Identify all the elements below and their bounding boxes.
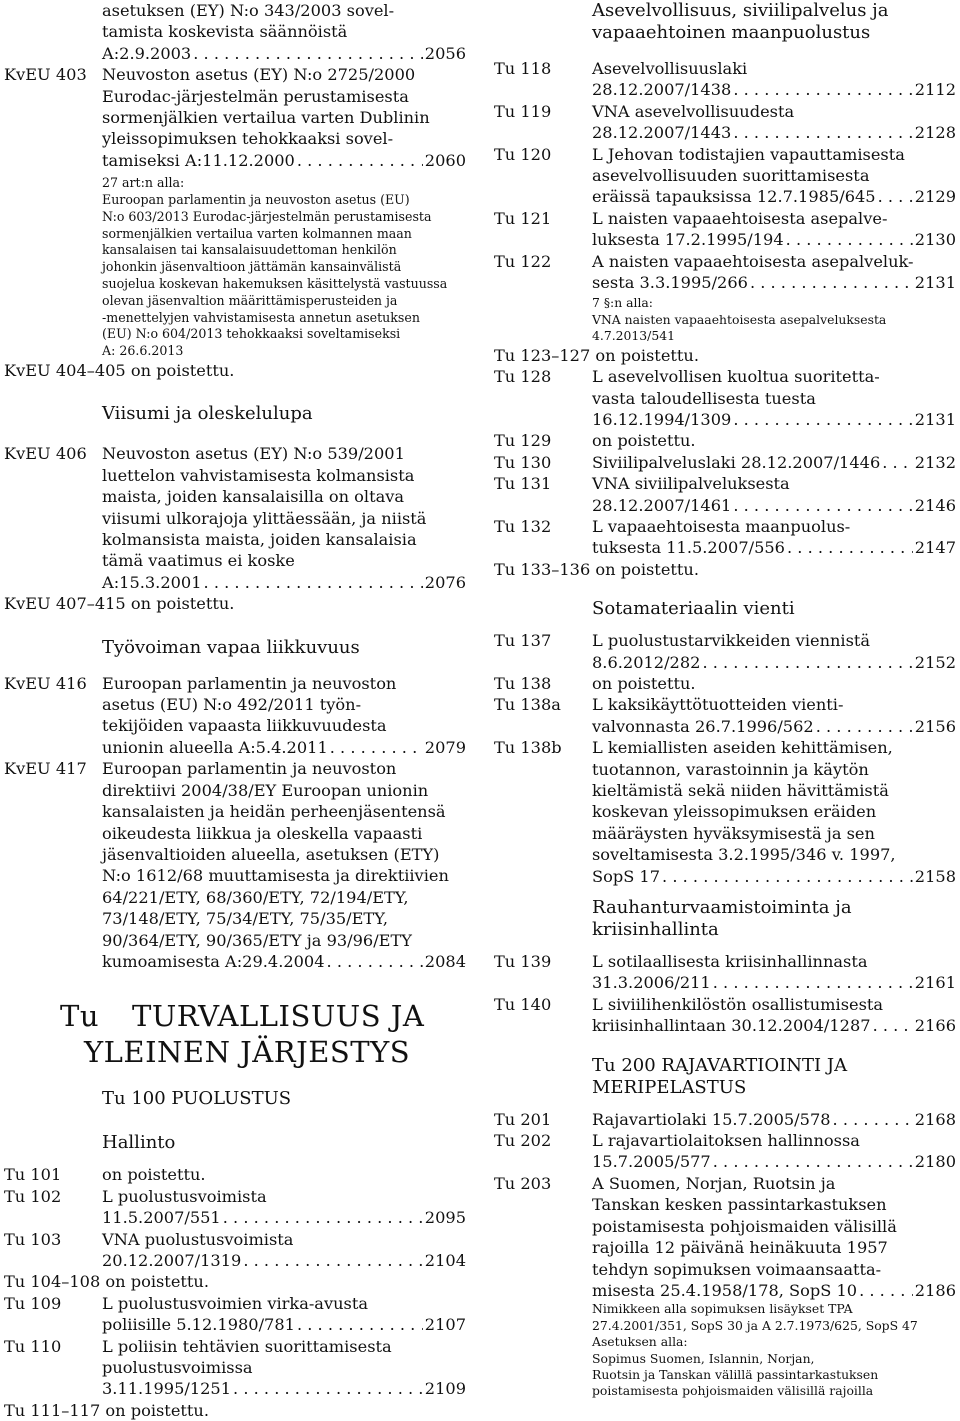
line: asetuksen (EY) N:o 343/2003 sovel- [102, 1, 395, 20]
line: määräysten hyväksymisestä ja sen [592, 823, 875, 843]
page-number: 2161 [914, 973, 956, 993]
dot-leader [733, 409, 912, 430]
line: A naisten vapaaehtoisesta asepalveluk- [592, 251, 914, 271]
dot-leader [233, 1378, 423, 1399]
note-line: poistamisesta pohjoismaiden välisillä rajoilla [592, 1383, 874, 1399]
page-number: 2152 [914, 652, 956, 672]
leader-line [592, 495, 956, 516]
line: 3.11.1995/1251 [102, 1379, 232, 1399]
page-number: 2158 [914, 866, 956, 886]
entry-code: Tu 140 [494, 994, 552, 1014]
page-number: 2156 [914, 716, 956, 736]
page-number: 2109 [424, 1379, 466, 1399]
line: jäsenvaltioiden alueella, asetuksen (ETY) [102, 844, 440, 864]
entry-code: KvEU 403 [4, 65, 87, 85]
entry-code: Tu 103 [4, 1229, 62, 1249]
note-line: 7 §:n alla: [592, 295, 653, 311]
page-number: 2107 [424, 1315, 466, 1335]
entry-code: KvEU 416 [4, 673, 87, 693]
line: yleissopimuksen tehokkaaksi sovel- [102, 129, 394, 149]
line: Tu 111–117 on poistettu. [4, 1400, 209, 1420]
dot-leader [733, 495, 912, 516]
entry-tu123 [494, 345, 956, 366]
entry-code: KvEU 406 [4, 444, 87, 464]
line: poistamisesta pohjoismaiden välisillä [592, 1216, 897, 1236]
dot-leader [243, 1250, 422, 1271]
entry-code: Tu 201 [494, 1109, 552, 1129]
entry-kveu403 [4, 64, 466, 171]
leader-line [592, 186, 956, 207]
line: tämä vaatimus ei koske [102, 551, 295, 571]
leader-line [102, 1250, 466, 1271]
line: VNA puolustusvoimista [102, 1229, 294, 1249]
line: vasta taloudellisesta tuesta [592, 388, 816, 408]
leader-line [592, 79, 956, 100]
line: Tu 123–127 on poistettu. [494, 345, 699, 365]
entry-tu103 [4, 1229, 466, 1272]
line: Euroopan parlamentin ja neuvoston [102, 673, 397, 693]
entry-code: Tu 132 [494, 516, 552, 536]
line: A Suomen, Norjan, Ruotsin ja [592, 1173, 836, 1193]
leader-line [592, 972, 956, 993]
note-line: A: 26.6.2013 [102, 343, 184, 359]
line: kansalaisten ja heidän perheenjäsentensä [102, 802, 446, 822]
leader-line [102, 737, 466, 758]
line: 20.12.2007/1319 [102, 1250, 242, 1270]
line: soveltamisesta 3.2.1995/346 v. 1997, [592, 845, 896, 865]
entry-note [494, 1301, 956, 1399]
line: tuotannon, varastoinnin ja käytön [592, 759, 869, 779]
line: 73/148/ETY, 75/34/ETY, 75/35/ETY, [102, 909, 388, 929]
line: 16.12.1994/1309 [592, 409, 732, 429]
leader-line [592, 452, 956, 473]
line: 64/221/ETY, 68/360/ETY, 72/194/ETY, [102, 887, 409, 907]
section-heading: Hallinto [102, 1132, 176, 1154]
entry-tu129 [494, 430, 956, 451]
page-number: 2168 [914, 1109, 956, 1129]
dot-leader [662, 866, 913, 887]
entry-code: Tu 128 [494, 367, 552, 387]
entry-code: Tu 130 [494, 452, 552, 472]
dot-leader [859, 1280, 913, 1301]
heading-line: Tu 200 RAJAVARTIOINTI JA [592, 1054, 848, 1076]
line: asevelvollisuuden suorittamisesta [592, 166, 870, 186]
entry-tu120 [494, 144, 956, 208]
leader-line [592, 272, 956, 293]
chapter-title-line: TURVALLISUUS JA [132, 999, 425, 1034]
entry-code: KvEU 417 [4, 759, 87, 779]
entry-tu131 [494, 473, 956, 516]
entry-tu201 [494, 1109, 956, 1130]
section-heading [494, 0, 956, 44]
chapter-heading [4, 998, 466, 1070]
entry-kveu404 [4, 360, 466, 381]
entry-code: Tu 138 [494, 673, 552, 693]
dot-leader [327, 951, 423, 972]
leader-line [592, 1015, 956, 1036]
line: Tu 104–108 on poistettu. [4, 1272, 209, 1292]
line: L puolustusvoimien virka-avusta [102, 1293, 368, 1313]
entry-code: Tu 129 [494, 431, 552, 451]
line: KvEU 407–415 on poistettu. [4, 594, 235, 614]
note-line: N:o 603/2013 Eurodac-järjestelmän perustamisesta [102, 208, 432, 224]
line: puolustusvoimissa [102, 1358, 253, 1378]
line: L poliisin tehtävien suorittamisesta [102, 1336, 392, 1356]
entry-note [4, 175, 466, 360]
entry-code: Tu 202 [494, 1131, 552, 1151]
entry-tu121 [494, 208, 956, 251]
line: 90/364/ETY, 90/365/ETY ja 93/96/ETY [102, 930, 412, 950]
entry-tu202 [494, 1130, 956, 1173]
page-number: 2095 [424, 1208, 466, 1228]
line: L sotilaallisesta kriisinhallinnasta [592, 952, 868, 972]
line: tuksesta 11.5.2007/556 [592, 538, 785, 558]
note-line: 4.7.2013/541 [592, 328, 676, 344]
line: A:2.9.2003 [102, 43, 192, 63]
dot-leader [878, 186, 913, 207]
leader-line [102, 572, 466, 593]
entry-kveu416 [4, 673, 466, 759]
entry-tu109 [4, 1293, 466, 1336]
entry-tu111 [4, 1400, 466, 1421]
dot-leader [223, 1207, 423, 1228]
line: KvEU 404–405 on poistettu. [4, 361, 235, 381]
section-heading: Työvoiman vapaa liikkuvuus [102, 636, 360, 658]
page-number: 2104 [424, 1250, 466, 1270]
line: tehdyn sopimuksen voimaansaatta- [592, 1259, 882, 1279]
line: misesta 25.4.1958/178, SopS 10 [592, 1280, 858, 1300]
entry-tu203 [494, 1173, 956, 1301]
line: 31.3.2006/211 [592, 973, 711, 993]
line: Neuvoston asetus (EY) N:o 539/2001 [102, 444, 405, 464]
entry-code: Tu 102 [4, 1186, 62, 1206]
entry-tu102 [4, 1186, 466, 1229]
line: tekijöiden vapaasta liikkuvuudesta [102, 716, 387, 736]
page-number: 2166 [914, 1016, 956, 1036]
line: 11.5.2007/551 [102, 1208, 221, 1228]
leader-line [592, 409, 956, 430]
note-line: Euroopan parlamentin ja neuvoston asetus (EU) [102, 192, 410, 208]
entry-code: Tu 122 [494, 251, 552, 271]
page-number: 2056 [424, 43, 466, 63]
line: 28.12.2007/1443 [592, 123, 732, 143]
dot-leader [204, 572, 423, 593]
note-line: Nimikkeen alla sopimuksen lisäykset TPA [592, 1301, 853, 1317]
entry-continued [4, 0, 466, 64]
note-line: Ruotsin ja Tanskan välillä passintarkastuksen [592, 1366, 879, 1382]
line: viisumi ulkorajoja ylittäessään, ja niistä [102, 508, 427, 528]
line: direktiivi 2004/38/EY Euroopan unionin [102, 780, 429, 800]
line: kriisinhallintaan 30.12.2004/1287 [592, 1016, 871, 1036]
section-heading [494, 1055, 956, 1099]
line: L Jehovan todistajien vapauttamisesta [592, 144, 905, 164]
note-line: suojelua koskevan hakemuksen käsittelystä vastuussa [102, 276, 448, 292]
page-number: 2079 [424, 737, 466, 757]
note-line: 27.4.2001/351, SopS 30 ja A 2.7.1973/625, SopS 47 [592, 1317, 918, 1333]
line: Tu 133–136 on poistettu. [494, 559, 699, 579]
entry-tu118 [494, 58, 956, 101]
line: 28.12.2007/1461 [592, 495, 732, 515]
chapter-title-line: YLEINEN JÄRJESTYS [84, 1035, 411, 1070]
dot-leader [786, 229, 913, 250]
entry-tu130 [494, 452, 956, 473]
line: maista, joiden kansalaisilla on oltava [102, 487, 405, 507]
entry-code: Tu 118 [494, 59, 552, 78]
line: 28.12.2007/1438 [592, 80, 732, 100]
section-heading: Viisumi ja oleskelulupa [102, 403, 313, 425]
entry-code: Tu 137 [494, 631, 552, 651]
entry-code: Tu 203 [494, 1173, 552, 1193]
left-column [4, 0, 466, 1421]
note-line: sormenjälkien vertailua varten kolmannen maan [102, 225, 412, 241]
note-line: kansalaisen tai kansalaisuudettoman henkilön [102, 242, 397, 258]
line: eräissä tapauksissa 12.7.1985/645 [592, 187, 876, 207]
line: Asevelvollisuuslaki [592, 59, 748, 78]
line: L kemiallisten aseiden kehittämisen, [592, 738, 893, 758]
line: L asevelvollisen kuoltua suoritetta- [592, 367, 880, 387]
leader-line [592, 716, 956, 737]
page-number: 2129 [914, 187, 956, 207]
leader-line [592, 1280, 956, 1301]
dot-leader [330, 737, 423, 758]
leader-line [102, 951, 466, 972]
line: kolmansista maista, joiden kansalaisia [102, 530, 417, 550]
line: L vapaaehtoisesta maanpuolus- [592, 516, 851, 536]
right-column [494, 0, 956, 1400]
chapter-code: Tu [60, 999, 100, 1034]
line: koskevan yleissopimuksen eräiden [592, 802, 877, 822]
section-heading [494, 897, 956, 941]
line: on poistettu. [592, 431, 696, 451]
note-line: -menettelyjen vahvistamisesta annetun asetuksen [102, 309, 420, 325]
entry-tu138b [494, 737, 956, 887]
page-number: 2147 [914, 538, 956, 558]
dot-leader [193, 43, 423, 64]
dot-leader [733, 122, 912, 143]
page-number: 2130 [914, 230, 956, 250]
entry-code: Tu 101 [4, 1165, 62, 1185]
entry-tu139 [494, 951, 956, 994]
entry-code: Tu 121 [494, 208, 552, 228]
note-line: VNA naisten vapaaehtoisesta asepalveluksesta [592, 311, 887, 327]
leader-line [102, 1207, 466, 1228]
line: L kaksikäyttötuotteiden vienti- [592, 695, 844, 715]
line: Siviilipalveluslaki 28.12.2007/1446 [592, 452, 881, 472]
line: sesta 3.3.1995/266 [592, 273, 748, 293]
note-line: (EU) N:o 604/2013 tehokkaaksi soveltamiseksi [102, 326, 401, 342]
line: SopS 17 [592, 866, 661, 886]
line: VNA asevelvollisuudesta [592, 101, 795, 121]
entry-code: Tu 109 [4, 1293, 62, 1313]
leader-line [592, 1109, 956, 1130]
page-number: 2112 [914, 80, 956, 100]
line: A:15.3.2001 [102, 572, 202, 592]
entry-tu138a [494, 694, 956, 737]
line: on poistettu. [592, 673, 696, 693]
leader-line [592, 1151, 956, 1172]
entry-tu110 [4, 1336, 466, 1400]
entry-code: Tu 131 [494, 474, 552, 494]
entry-tu138 [494, 673, 956, 694]
page-number: 2060 [424, 150, 466, 170]
line: asetus (EU) N:o 492/2011 työn- [102, 695, 362, 715]
heading-line: vapaaehtoinen maanpuolustus [592, 22, 871, 43]
line: oikeudesta liikkua ja oleskella vapaasti [102, 823, 423, 843]
line: unionin alueella A:5.4.2011 [102, 737, 328, 757]
line: sormenjälkien vertailua varten Dublinin [102, 108, 430, 128]
line: Euroopan parlamentin ja neuvoston [102, 759, 397, 779]
line: tamiseksi A:11.12.2000 [102, 150, 295, 170]
page-number: 2076 [424, 572, 466, 592]
heading-line: kriisinhallinta [592, 919, 719, 941]
line: L rajavartiolaitoksen hallinnossa [592, 1131, 860, 1151]
page-number: 2132 [914, 452, 956, 472]
leader-line [102, 1378, 466, 1399]
dot-leader [787, 537, 913, 558]
line: Eurodac-järjestelmän perustamisesta [102, 86, 409, 106]
entry-tu140 [494, 994, 956, 1037]
leader-line [102, 43, 466, 64]
page-number: 2131 [914, 409, 956, 429]
line: L naisten vapaaehtoisesta asepalve- [592, 208, 888, 228]
note-line: johonkin jäsenvaltioon jättämän kansainvälistä [102, 259, 402, 275]
line: 8.6.2012/282 [592, 652, 701, 672]
page-number: 2180 [914, 1152, 956, 1172]
line: Tanskan kesken passintarkastuksen [592, 1195, 887, 1215]
line: on poistettu. [102, 1165, 206, 1185]
leader-line [592, 537, 956, 558]
entry-tu132 [494, 516, 956, 559]
line: kieltämistä sekä niiden hävittämistä [592, 781, 889, 800]
line: luettelon vahvistamisesta kolmansista [102, 465, 415, 485]
entry-kveu417 [4, 758, 466, 972]
entry-code: Tu 139 [494, 952, 552, 972]
dot-leader [702, 652, 912, 673]
entry-tu119 [494, 101, 956, 144]
note-line: olevan jäsenvaltion määrittämisperusteiden ja [102, 292, 398, 308]
page-number: 2131 [914, 273, 956, 293]
section-heading: Sotamateriaalin vienti [592, 598, 795, 620]
dot-leader [750, 272, 913, 293]
leader-line [592, 866, 956, 887]
dot-leader [882, 452, 913, 473]
dot-leader [833, 1109, 913, 1130]
line: rajoilla 12 päivänä heinäkuuta 1957 [592, 1238, 888, 1258]
line: VNA siviilipalveluksesta [592, 474, 790, 494]
leader-line [592, 229, 956, 250]
page-number: 2084 [424, 951, 466, 971]
line: N:o 1612/68 muuttamisesta ja direktiivien [102, 866, 449, 886]
note-line: Asetuksen alla: [592, 1334, 688, 1350]
dot-leader [873, 1015, 913, 1036]
entry-tu122 [494, 251, 956, 294]
line: L siviilihenkilöstön osallistumisesta [592, 994, 884, 1014]
section-heading: Tu 100 PUOLUSTUS [102, 1088, 292, 1110]
entry-tu128 [494, 366, 956, 430]
entry-tu133 [494, 559, 956, 580]
dot-leader [733, 79, 912, 100]
leader-line [592, 122, 956, 143]
note-line: Sopimus Suomen, Islannin, Norjan, [592, 1350, 815, 1366]
entry-note [494, 295, 956, 344]
heading-line: Rauhanturvaamistoiminta ja [592, 897, 852, 919]
dot-leader [713, 972, 913, 993]
entry-kveu407 [4, 593, 466, 614]
line: tamista koskevista säännöistä [102, 22, 348, 42]
line: luksesta 17.2.1995/194 [592, 230, 784, 250]
entry-tu137 [494, 630, 956, 673]
entry-code: Tu 110 [4, 1336, 62, 1356]
entry-code: Tu 119 [494, 101, 552, 121]
leader-line [102, 1314, 466, 1335]
entry-code: Tu 138a [494, 695, 561, 715]
line: Neuvoston asetus (EY) N:o 2725/2000 [102, 65, 416, 85]
leader-line [102, 150, 466, 171]
dot-leader [816, 716, 913, 737]
heading-line: Asevelvollisuus, siviilipalvelus ja [592, 0, 889, 21]
line: L puolustusvoimista [102, 1186, 267, 1206]
line: valvonnasta 26.7.1996/562 [592, 716, 814, 736]
entry-code: Tu 138b [494, 738, 562, 758]
entry-kveu406 [4, 443, 466, 593]
heading-line: MERIPELASTUS [592, 1076, 747, 1098]
line: L puolustustarvikkeiden viennistä [592, 631, 871, 651]
leader-line [592, 652, 956, 673]
note-line: 27 art:n alla: [102, 175, 185, 191]
entry-code: Tu 120 [494, 144, 552, 164]
entry-tu104 [4, 1271, 466, 1292]
entry-tu101 [4, 1164, 466, 1185]
dot-leader [297, 1314, 423, 1335]
page-number: 2186 [914, 1280, 956, 1300]
page-number: 2146 [914, 495, 956, 515]
line: 15.7.2005/577 [592, 1152, 711, 1172]
dot-leader [297, 150, 423, 171]
line: Rajavartiolaki 15.7.2005/578 [592, 1109, 831, 1129]
page-number: 2128 [914, 123, 956, 143]
line: poliisille 5.12.1980/781 [102, 1315, 295, 1335]
line: kumoamisesta A:29.4.2004 [102, 951, 325, 971]
dot-leader [713, 1151, 913, 1172]
